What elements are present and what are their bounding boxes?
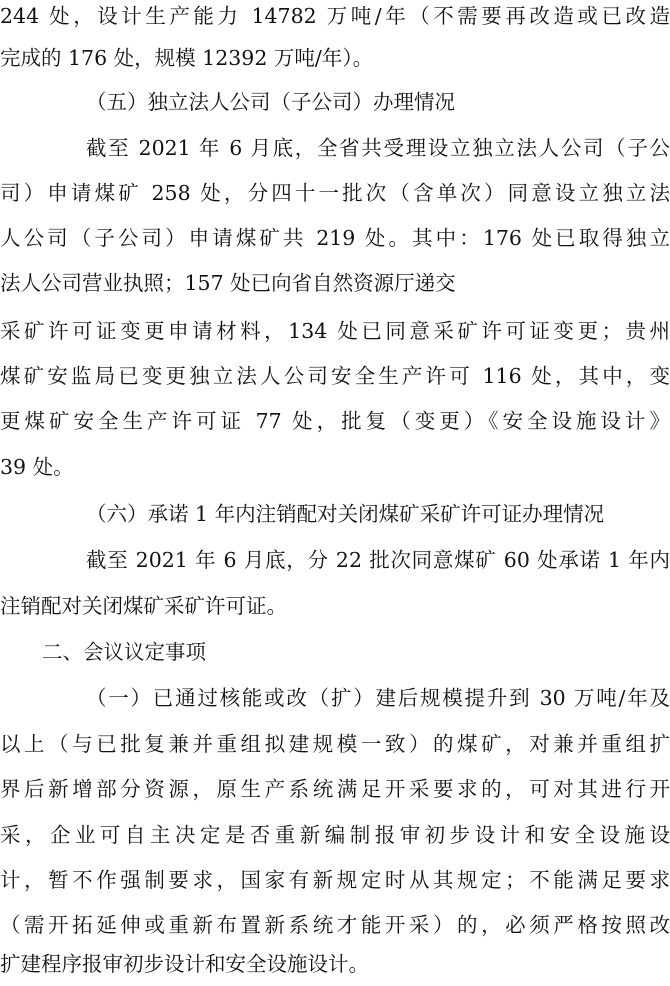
text-line: 截至 2021 年 6 月底，全省共受理设立独立法人公司（子公 xyxy=(86,136,670,160)
text-line: 扩建程序报审初步设计和安全设施设计。 xyxy=(0,952,369,976)
text-line: （一）已通过核能或改（扩）建后规模提升到 30 万吨/年及 xyxy=(86,686,670,710)
text-line: 采矿许可证变更申请材料，134 处已同意采矿许可证变更；贵州 xyxy=(0,319,670,343)
text-line: 以上（与已批复兼并重组拟建规模一致）的煤矿，对兼并重组扩 xyxy=(0,732,670,756)
text-line: 截至 2021 年 6 月底，分 22 批次同意煤矿 60 处承诺 1 年内 xyxy=(86,548,670,572)
text-line: 人公司（子公司）申请煤矿共 219 处。其中：176 处已取得独立 xyxy=(0,226,670,250)
text-line: 更煤矿安全生产许可证 77 处，批复（变更）《安全设施设计》 xyxy=(0,409,670,433)
text-line: 计，暂不作强制要求，国家有新规定时从其规定；不能满足要求 xyxy=(0,868,670,892)
text-line: 界后新增部分资源，原生产系统满足开采要求的，可对其进行开 xyxy=(0,777,670,801)
text-line: （需开拓延伸或重新布置新系统才能开采）的，必须严格按照改 xyxy=(0,913,670,937)
section-heading: （六）承诺 1 年内注销配对关闭煤矿采矿许可证办理情况 xyxy=(86,502,605,526)
section-heading: （五）独立法人公司（子公司）办理情况 xyxy=(86,90,455,114)
text-line: 煤矿安监局已变更独立法人公司安全生产许可 116 处，其中，变 xyxy=(0,364,670,388)
text-line: 39 处。 xyxy=(0,455,74,479)
text-line: 司）申请煤矿 258 处，分四十一批次（含单次）同意设立独立法 xyxy=(0,181,670,205)
text-line: 完成的 176 处，规模 12392 万吨/年）。 xyxy=(0,46,374,70)
text-line: 244 处，设计生产能力 14782 万吨/年（不需要再改造或已改造 xyxy=(0,4,670,28)
section-heading: 二、会议议定事项 xyxy=(42,640,206,664)
text-line: 法人公司营业执照；157 处已向省自然资源厅递交 xyxy=(0,271,456,295)
text-line: 注销配对关闭煤矿采矿许可证。 xyxy=(0,594,287,618)
text-line: 采，企业可自主决定是否重新编制报审初步设计和安全设施设 xyxy=(0,823,670,847)
